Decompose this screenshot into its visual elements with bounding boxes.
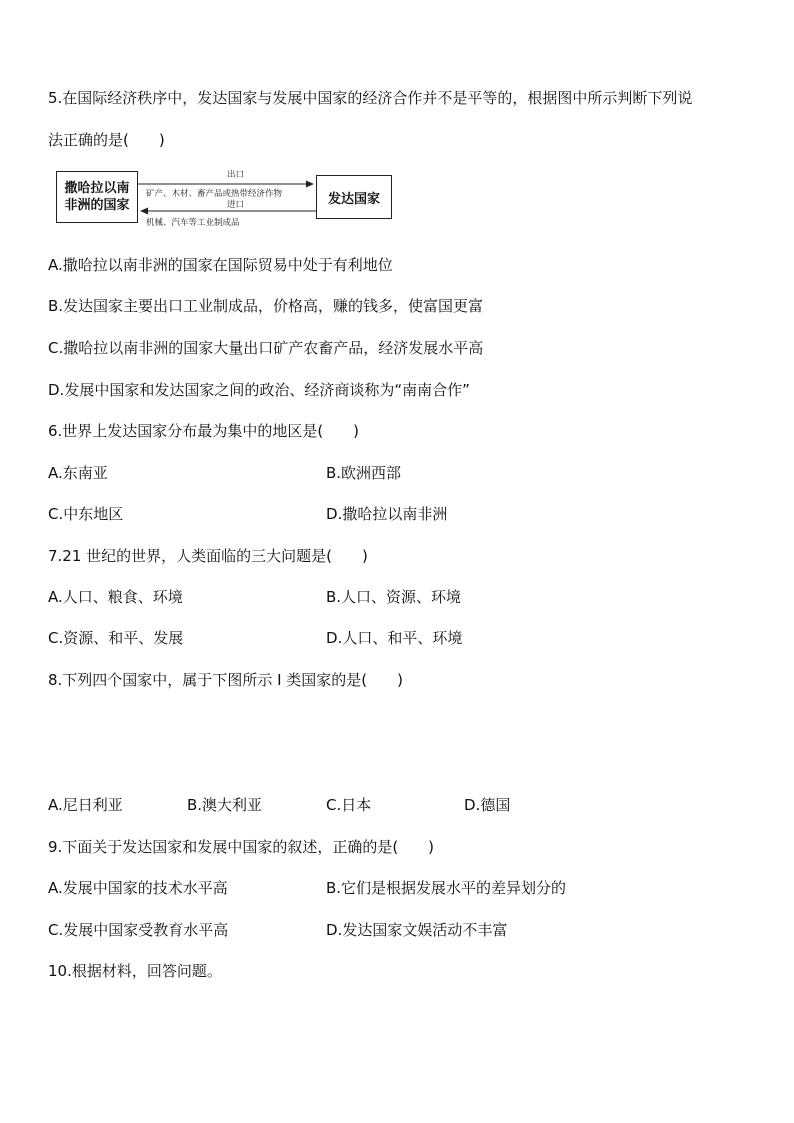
q8-option-d: D.德国 — [464, 796, 511, 814]
q5-option-a: A.撒哈拉以南非洲的国家在国际贸易中处于有利地位 — [48, 256, 393, 274]
q8-option-a: A.尼日利亚 — [48, 796, 123, 814]
q5-option-b: B.发达国家主要出口工业制成品，价格高，赚的钱多，使富国更富 — [48, 297, 484, 315]
q7-option-c: C.资源、和平、发展 — [48, 629, 184, 647]
q6-option-a: A.东南亚 — [48, 464, 108, 482]
q9-stem: 9.下面关于发达国家和发展中国家的叙述，正确的是( ) — [48, 838, 435, 856]
q10-stem: 10.根据材料，回答问题。 — [48, 962, 222, 980]
q9-option-c: C.发展中国家受教育水平高 — [48, 921, 229, 939]
q7-option-d: D.人口、和平、环境 — [326, 629, 463, 647]
q7-stem: 7.21 世纪的世界，人类面临的三大问题是( ) — [48, 547, 368, 565]
q7-option-b: B.人口、资源、环境 — [326, 588, 462, 606]
q9-option-d: D.发达国家文娱活动不丰富 — [326, 921, 508, 939]
q6-option-c: C.中东地区 — [48, 505, 124, 523]
right-box: 发达国家 — [316, 175, 392, 219]
export-label: 出口 — [227, 170, 245, 180]
q5-stem-line1: 5.在国际经济秩序中，发达国家与发展中国家的经济合作并不是平等的，根据图中所示判断下列说 — [48, 89, 693, 107]
left-box-line1: 撒哈拉以南 — [64, 181, 130, 196]
q8-option-c: C.日本 — [326, 796, 372, 814]
export-goods: 矿产、木材、畜产品或热带经济作物 — [146, 189, 283, 199]
q5-diagram — [56, 165, 396, 231]
q5-option-d: D.发展中国家和发达国家之间的政治、经济商谈称为“南南合作” — [48, 381, 470, 399]
q5-option-c: C.撒哈拉以南非洲的国家大量出口矿产农畜产品，经济发展水平高 — [48, 339, 484, 357]
q6-option-b: B.欧洲西部 — [326, 464, 402, 482]
left-box-line2: 非洲的国家 — [64, 198, 130, 213]
import-goods: 机械、汽车等工业制成品 — [146, 218, 240, 228]
import-label: 进口 — [227, 200, 245, 210]
q5-stem-line2: 法正确的是( ) — [48, 131, 165, 149]
q6-option-d: D.撒哈拉以南非洲 — [326, 505, 448, 523]
q8-option-b: B.澳大利亚 — [187, 796, 263, 814]
q7-option-a: A.人口、粮食、环境 — [48, 588, 183, 606]
q9-option-a: A.发展中国家的技术水平高 — [48, 879, 228, 897]
q6-stem: 6.世界上发达国家分布最为集中的地区是( ) — [48, 422, 360, 440]
q9-option-b: B.它们是根据发展水平的差异划分的 — [326, 879, 567, 897]
q8-stem: 8.下列四个国家中，属于下图所示 I 类国家的是( ) — [48, 671, 403, 689]
left-box — [56, 171, 138, 223]
